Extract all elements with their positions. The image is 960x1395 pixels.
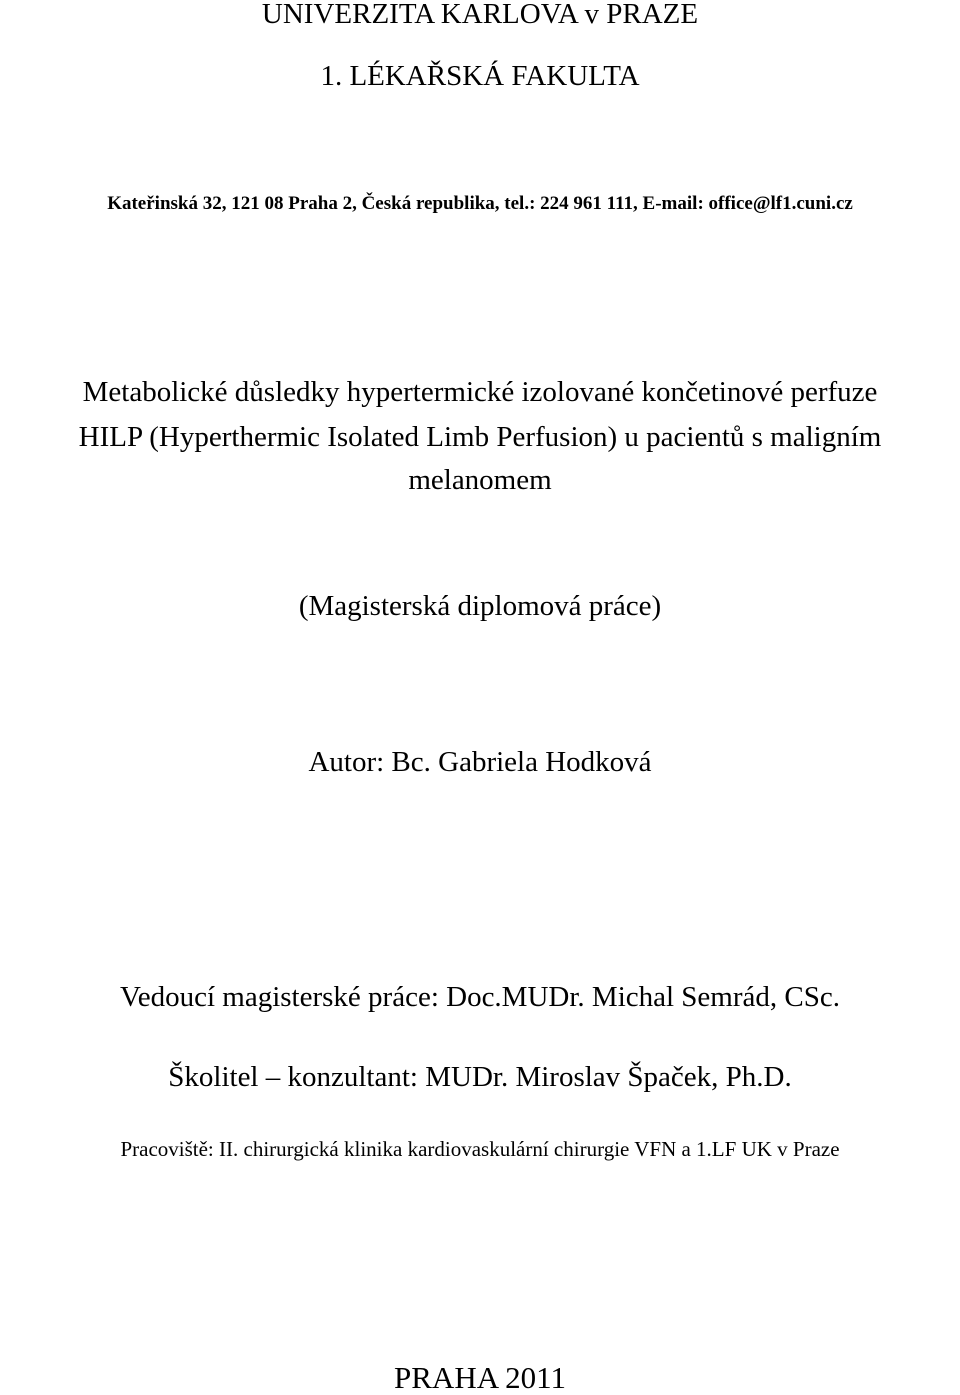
workplace: Pracoviště: II. chirurgická klinika kardiovaskulární chirurgie VFN a 1.LF UK v Praze xyxy=(120,1137,840,1161)
author: Autor: Bc. Gabriela Hodková xyxy=(308,746,652,778)
thesis-title-line-2: HILP (Hyperthermic Isolated Limb Perfusion) u pacientů s maligním xyxy=(78,421,882,453)
thesis-type: (Magisterská diplomová práce) xyxy=(298,590,662,622)
university-name: UNIVERZITA KARLOVA v PRAZE xyxy=(261,0,699,30)
thesis-title-line-1: Metabolické důsledky hypertermické izolované končetinové perfuze xyxy=(82,376,878,408)
consultant: Školitel – konzultant: MUDr. Miroslav Špaček, Ph.D. xyxy=(168,1061,792,1093)
thesis-title-line-3: melanomem xyxy=(408,464,552,496)
faculty-address: Kateřinská 32, 121 08 Praha 2, Česká republika, tel.: 224 961 111, E-mail: office@lf1.cuni.cz xyxy=(107,193,853,214)
place-and-year: PRAHA 2011 xyxy=(394,1360,566,1395)
supervisor: Vedoucí magisterské práce: Doc.MUDr. Michal Semrád, CSc. xyxy=(120,981,840,1013)
faculty-name: 1. LÉKAŘSKÁ FAKULTA xyxy=(320,60,640,92)
